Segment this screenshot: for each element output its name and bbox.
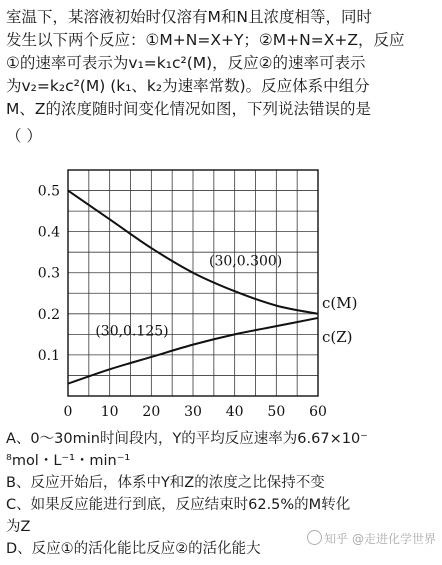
y-tick-label: 0.5: [37, 183, 60, 200]
y-tick-label: 0.4: [37, 224, 60, 241]
annotation-m-point: (30,0.300): [209, 253, 283, 270]
x-tick-label: 30: [184, 404, 202, 420]
watermark: [307, 530, 436, 547]
x-tick-label: 10: [100, 404, 119, 420]
y-tick-label: 0.2: [37, 306, 60, 323]
question-line-4: 为v₂=k₂c²(M) (k₁、k₂为速率常数)。反应体系中组分: [6, 77, 370, 95]
series-label: c(M): [322, 293, 358, 312]
x-tick-label: 20: [142, 404, 161, 420]
question-line-3: ①的速率可表示为v₁=k₁c²(M)，反应②的速率可表示: [6, 54, 366, 72]
zhihu-logo-icon: [307, 530, 322, 545]
option-a-line-1: A、0～30min时间段内，Y的平均反应速率为6.67×10⁻: [6, 431, 368, 447]
question-text: [6, 6, 438, 121]
y-tick-label: 0.3: [37, 265, 60, 282]
chart-svg: [0, 158, 442, 428]
option-a-line-2: ⁸mol・L⁻¹・min⁻¹: [6, 453, 131, 469]
x-tick-label: 60: [309, 404, 327, 420]
y-tick-label: 0.1: [37, 347, 60, 364]
annotation-z-point: (30,0.125): [95, 323, 169, 340]
series-label: c(Z): [322, 327, 353, 346]
option-c-line-2: 为Z: [6, 519, 31, 535]
x-tick-label: 0: [63, 404, 73, 420]
question-line-5: M、Z的浓度随时间变化情况如图，下列说法错误的是: [6, 100, 371, 118]
watermark-text: 知乎 @走进化学世界: [324, 532, 436, 546]
answer-parentheses: （ ）: [6, 127, 42, 145]
question-line-2: 发生以下两个反应：①M+N=X+Y；②M+N=X+Z，反应: [6, 31, 405, 49]
option-b: B、反应开始后，体系中Y和Z的浓度之比保持不变: [6, 475, 325, 491]
question-line-1: 室温下，某溶液初始时仅溶有M和N且浓度相等，同时: [6, 8, 372, 26]
x-tick-label: 40: [225, 404, 244, 420]
option-d: D、反应①的活化能比反应②的活化能大: [6, 541, 261, 557]
x-tick-label: 50: [267, 404, 286, 420]
concentration-time-chart: [0, 158, 442, 428]
option-c-line-1: C、如果反应能进行到底，反应结束时62.5%的M转化: [6, 497, 351, 513]
